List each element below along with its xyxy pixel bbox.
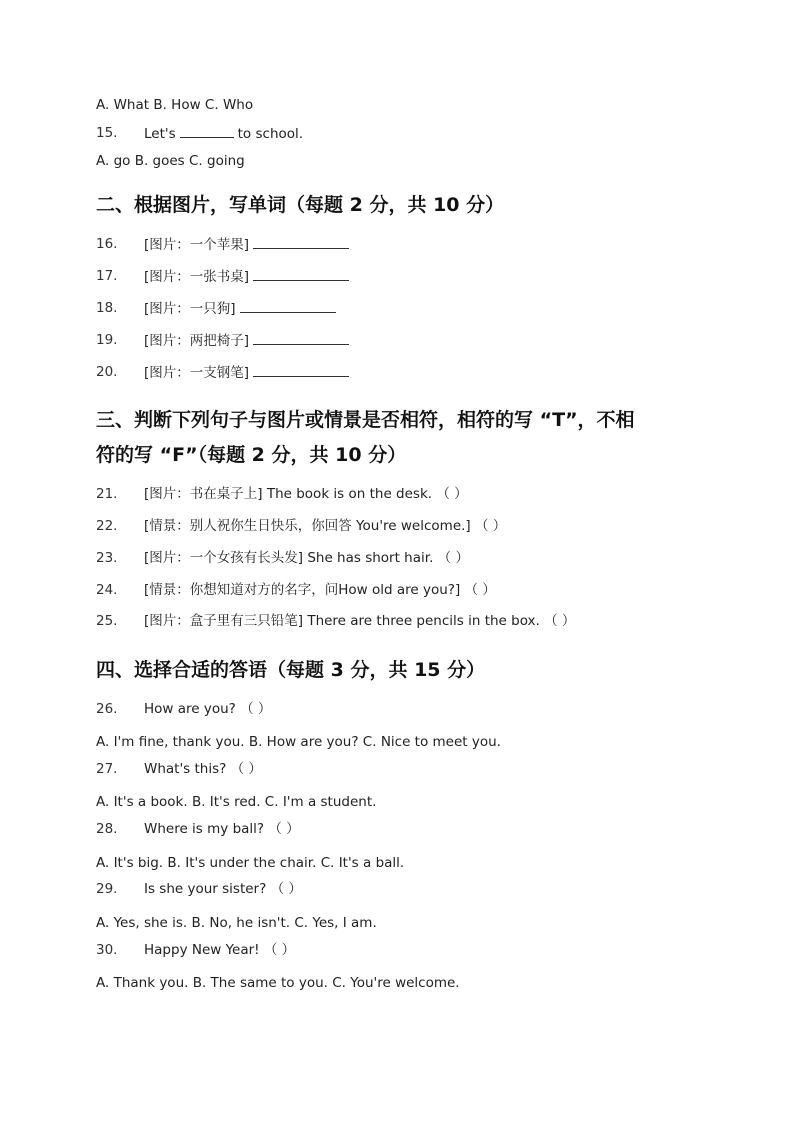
question-19 (144, 331, 353, 350)
question-number: 18. (96, 300, 118, 316)
question-23-text: [图片：一个女孩有长头发] She has short hair. （ ） (144, 550, 469, 566)
q14-options: A. What B. How C. Who (96, 97, 254, 113)
section-4-heading: 四、选择合适的答语（每题 3 分，共 15 分） (96, 659, 486, 681)
picture-prompt: [图片：一支钢笔] (144, 365, 250, 381)
question-15-text (144, 124, 303, 143)
answer-blank (253, 267, 349, 281)
question-25-text: [图片：盒子里有三只铅笔] There are three pencils in the box. （ ） (144, 613, 576, 629)
question-number: 29. (96, 881, 118, 897)
question-number: 17. (96, 268, 118, 284)
question-number: 28. (96, 821, 118, 837)
question-number: 22. (96, 518, 118, 534)
picture-prompt: [图片：两把椅子] (144, 333, 250, 349)
section-3-heading-line1: 三、判断下列句子与图片或情景是否相符，相符的写 “T”，不相 (96, 409, 635, 431)
question-30-text: Happy New Year! （ ） (144, 942, 296, 958)
question-number: 20. (96, 364, 118, 380)
question-24-text: [情景：你想知道对方的名字，问How old are you?] （ ） (144, 582, 496, 598)
answer-blank (180, 124, 234, 138)
question-number: 21. (96, 486, 118, 502)
picture-prompt: [图片：一个苹果] (144, 237, 250, 253)
question-26-options: A. I'm fine, thank you. B. How are you? C. Nice to meet you. (96, 734, 501, 750)
question-number: 26. (96, 701, 118, 717)
q15-options: A. go B. goes C. going (96, 153, 245, 169)
question-number: 19. (96, 332, 118, 348)
question-22-text: [情景：别人祝你生日快乐，你回答 You're welcome.] （ ） (144, 518, 507, 534)
question-21-text: [图片：书在桌子上] The book is on the desk. （ ） (144, 486, 468, 502)
answer-blank (253, 363, 349, 377)
section-3-heading-line2: 符的写 “F”（每题 2 分，共 10 分） (96, 444, 407, 466)
question-26-text: How are you? （ ） (144, 701, 272, 717)
question-30-options: A. Thank you. B. The same to you. C. You're welcome. (96, 975, 460, 991)
picture-prompt: [图片：一张书桌] (144, 269, 250, 285)
question-29-options: A. Yes, she is. B. No, he isn't. C. Yes, I am. (96, 915, 377, 931)
section-2-heading: 二、根据图片，写单词（每题 2 分，共 10 分） (96, 194, 505, 216)
question-number: 25. (96, 613, 118, 629)
question-number: 27. (96, 761, 118, 777)
question-number: 16. (96, 236, 118, 252)
answer-blank (253, 331, 349, 345)
question-27-options: A. It's a book. B. It's red. C. I'm a student. (96, 794, 377, 810)
q15-after: to school. (237, 126, 304, 142)
answer-blank (240, 299, 336, 313)
q15-before: Let's (144, 126, 176, 142)
question-number: 24. (96, 582, 118, 598)
question-28-text: Where is my ball? （ ） (144, 821, 300, 837)
question-number: 15. (96, 125, 118, 141)
question-16 (144, 235, 353, 254)
question-27-text: What's this? （ ） (144, 761, 262, 777)
question-number: 23. (96, 550, 118, 566)
picture-prompt: [图片：一只狗] (144, 301, 236, 317)
question-20 (144, 363, 353, 382)
answer-blank (253, 235, 349, 249)
question-18 (144, 299, 340, 318)
question-number: 30. (96, 942, 118, 958)
question-17 (144, 267, 353, 286)
question-28-options: A. It's big. B. It's under the chair. C. It's a ball. (96, 855, 405, 871)
question-29-text: Is she your sister? （ ） (144, 881, 302, 897)
